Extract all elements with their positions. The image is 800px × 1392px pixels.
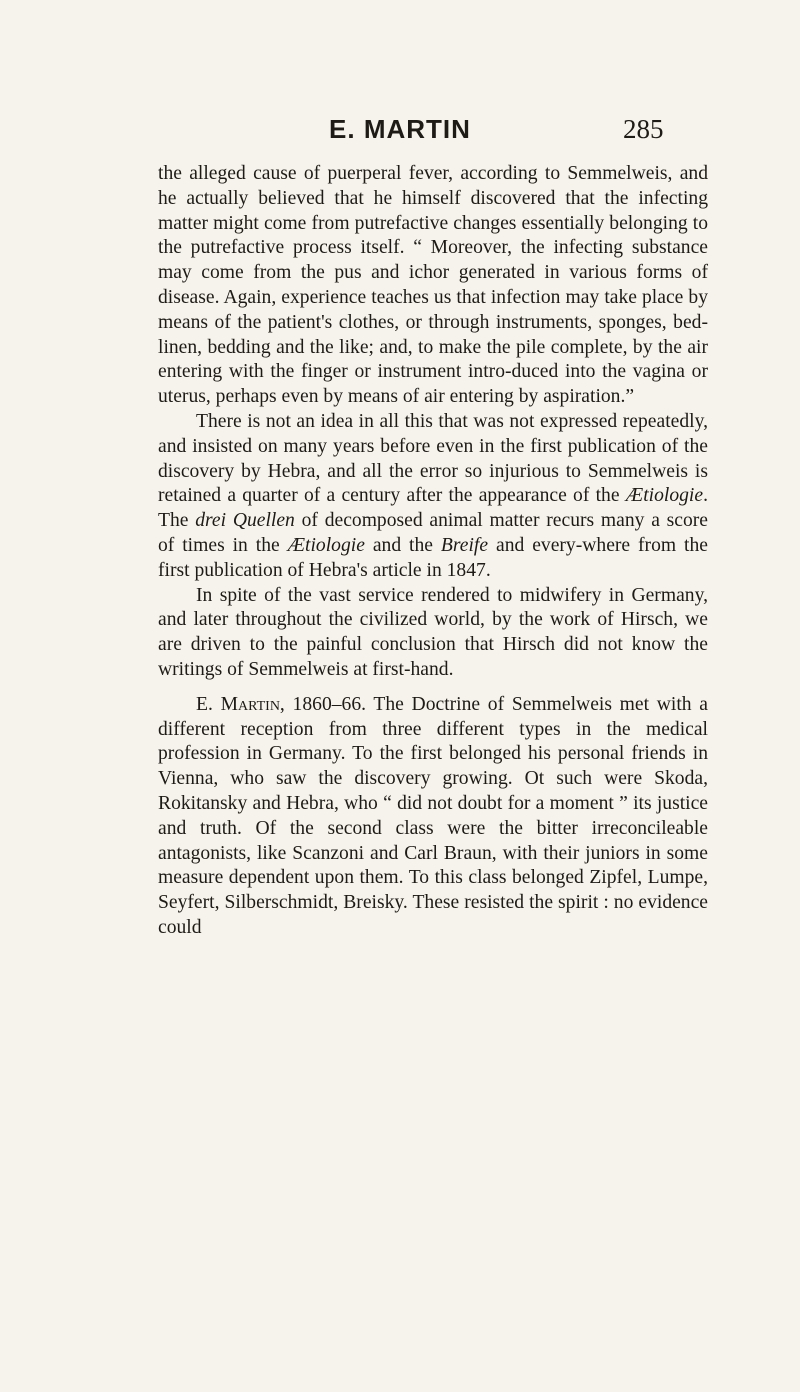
paragraph-2-text-1: There is not an idea in all this that was not expressed repeatedly, and insisted on many years before even in the first publication of the discovery by Hebra, and all the error so injurious to Semmelweis is retained a quarter of a century after the appearance of the	[158, 410, 708, 507]
paragraph-2-text-4: and the	[372, 534, 433, 556]
book-title-aetiologie: Ætiologie	[625, 485, 704, 507]
paragraph-3: In spite of the vast service rendered to midwifery in Germany, and later throughout the civilized world, by the work of Hirsch, we are driven to the painful conclusion that Hirsch did not know the writings of Semmelweis at first-hand.	[158, 584, 708, 680]
term-drei-quellen: drei Quellen	[195, 510, 295, 532]
body-text	[158, 162, 708, 941]
paragraph-2-text-5: and every-where from the first publication of Hebra's article in 1847.	[158, 534, 708, 581]
paragraph-2-text-3: of decomposed animal matter recurs many a score of times in the	[158, 510, 708, 556]
paragraph-2	[158, 410, 708, 584]
page-header	[0, 114, 800, 154]
paragraph-4-text: The Doctrine of Semmelweis met with a different reception from three different types in the medical profession in Germany. To the first belonged his personal friends in Vienna, who saw the discovery growing. Ot such were Skoda, Rokitansky and Hebra, who “ did not doubt for a moment ” its justice and truth. Of the second class were the bitter irreconcileable antagonists, like Scanzoni and Carl Braun, with their juniors in some measure dependent upon them. To this class belonged Zipfel, Lumpe, Seyfert, Silberschmidt, Breisky. These resisted the spirit : no evidence could	[158, 693, 708, 938]
page-number: 285	[623, 114, 664, 144]
running-head: E. MARTIN	[329, 114, 471, 144]
section-author-name: E. Martin,	[196, 693, 285, 715]
book-title-breife: Breife	[440, 534, 489, 556]
section-dates: 1860–66.	[292, 693, 367, 715]
book-title-aetiologie-2: Ætiologie	[287, 534, 365, 556]
paragraph-1: the alleged cause of puerperal fever, according to Semmelweis, and he actually believed that he himself discovered that the infecting matter might come from putrefactive changes essentially belonging to the putrefactive process itself. “ Moreover, the infecting substance may come from the pus and ichor generated in various forms of disease. Again, experience teaches us that infection may take place by means of the patient's clothes, or through instruments, sponges, bed-linen, bedding and the like; and, to make the pile complete, by the air entering with the finger or instrument intro-duced into the vagina or uterus, perhaps even by means of air entering by aspiration.”	[158, 163, 708, 408]
paragraph-2-text-2: . The	[158, 485, 708, 532]
paragraph-4	[158, 693, 708, 941]
